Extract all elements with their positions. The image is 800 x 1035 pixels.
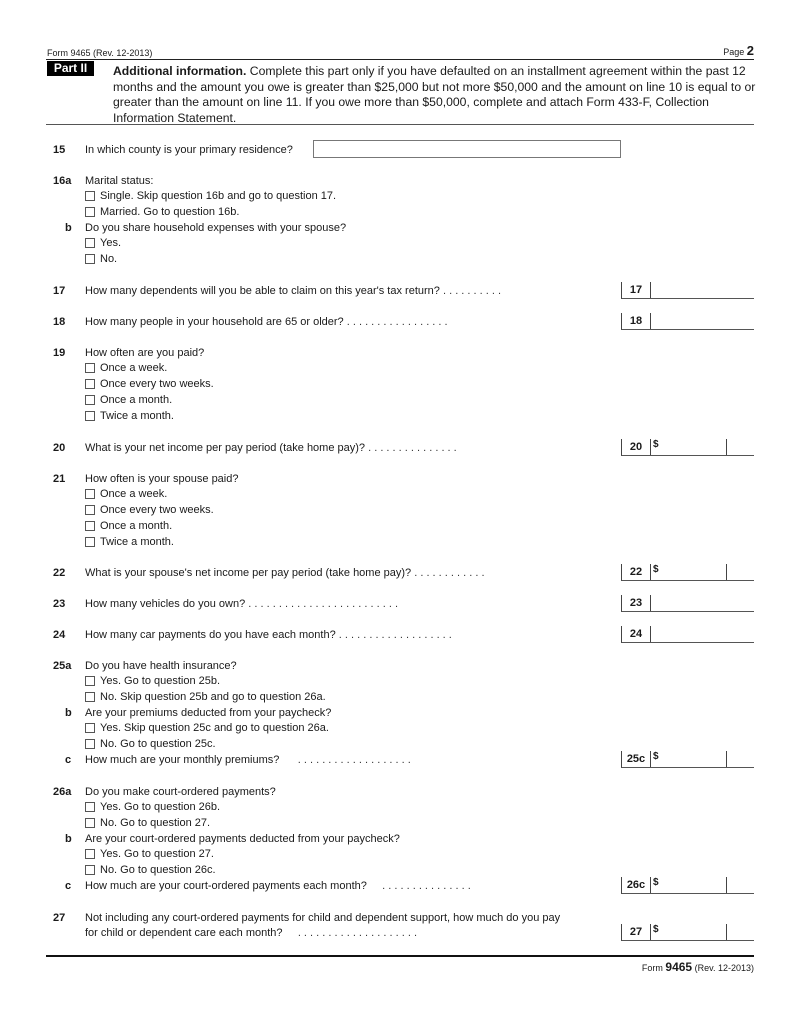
option-19-weekly[interactable] [85, 362, 167, 374]
line-label: 22 [629, 566, 643, 578]
bottom-divider [46, 955, 754, 957]
line-number-22: 22 [53, 567, 66, 579]
form-revision-header: Form 9465 (Rev. 12-2013) [47, 48, 153, 58]
answer-field-25c[interactable] [621, 751, 754, 768]
option-label: Once every two weeks. [100, 378, 214, 390]
option-label: Once a week. [100, 362, 168, 374]
answer-field-27[interactable] [621, 924, 754, 941]
line-number-25a: 25a [53, 660, 72, 672]
leader-dots: . . . . . . . . . . . . . . . . . . . . [297, 927, 418, 939]
dollar-sign: $ [653, 924, 659, 935]
line-number-20: 20 [53, 442, 66, 454]
cents-divider [726, 751, 727, 767]
option-25a-no[interactable] [85, 691, 326, 703]
option-label: No. Go to question 26c. [100, 864, 216, 876]
footer-prefix: Form [641, 963, 663, 973]
option-label: Once a month. [100, 520, 173, 532]
option-label: Yes. [100, 237, 122, 249]
option-19-twice-monthly[interactable] [85, 410, 174, 422]
question-25a-text: Do you have health insurance? [85, 660, 237, 672]
leader-dots: . . . . . . . . . . . . . . . . . [346, 316, 448, 328]
option-label: Once every two weeks. [100, 504, 214, 516]
question-16a-text: Marital status: [85, 175, 154, 187]
option-21-weekly[interactable] [85, 488, 167, 500]
divider [650, 564, 651, 580]
checkbox[interactable] [85, 849, 95, 859]
checkbox[interactable] [85, 191, 95, 201]
divider [650, 924, 651, 940]
line-number-17: 17 [53, 285, 66, 297]
cents-divider [726, 877, 727, 893]
line-number-18: 18 [53, 316, 66, 328]
footer-revision: (Rev. 12-2013) [694, 963, 754, 973]
question-18-text [85, 316, 448, 328]
leader-dots: . . . . . . . . . . . . . . . . . . . . . . . . . [248, 598, 399, 610]
answer-field-23[interactable] [621, 595, 754, 612]
answer-field-20[interactable] [621, 439, 754, 456]
line-number-15: 15 [53, 144, 66, 156]
option-label: No. Skip question 25b and go to question 26a. [100, 691, 326, 703]
divider [650, 282, 651, 298]
answer-field-22[interactable] [621, 564, 754, 581]
checkbox[interactable] [85, 207, 95, 217]
question-22-text [85, 567, 485, 579]
line-label: 23 [629, 597, 643, 609]
question-text: How many dependents will you be able to claim on this year's tax return? [85, 285, 440, 297]
answer-field-26c[interactable] [621, 877, 754, 894]
option-16a-single[interactable] [85, 190, 336, 202]
option-21-twice-monthly[interactable] [85, 536, 174, 548]
option-26b-no[interactable] [85, 864, 216, 876]
leader-dots: . . . . . . . . . . . . [414, 567, 485, 579]
dollar-sign: $ [653, 751, 659, 762]
line-number-16a: 16a [53, 175, 72, 187]
page-number: 2 [746, 43, 754, 58]
header-divider [46, 124, 754, 125]
question-26b-text: Are your court-ordered payments deducted from your paycheck? [85, 833, 400, 845]
question-24-text [85, 629, 452, 641]
checkbox[interactable] [85, 802, 95, 812]
question-text: How many people in your household are 65 or older? [85, 316, 344, 328]
question-25c-text [85, 754, 411, 766]
cents-divider [726, 439, 727, 455]
checkbox[interactable] [85, 411, 95, 421]
checkbox[interactable] [85, 865, 95, 875]
question-23-text [85, 598, 398, 610]
checkbox[interactable] [85, 739, 95, 749]
divider [650, 439, 651, 455]
question-20-text [85, 442, 457, 454]
checkbox[interactable] [85, 521, 95, 531]
question-25b-text: Are your premiums deducted from your paycheck? [85, 707, 332, 719]
line-label: 25c [626, 753, 646, 765]
option-label: Single. Skip question 16b and go to question 17. [100, 190, 337, 202]
checkbox[interactable] [85, 489, 95, 499]
question-text: for child or dependent care each month? [85, 927, 283, 939]
dollar-sign: $ [653, 877, 659, 888]
question-26a-text: Do you make court-ordered payments? [85, 786, 276, 798]
line-label: 17 [629, 284, 643, 296]
dollar-sign: $ [653, 564, 659, 575]
line-number-26c: c [65, 880, 72, 892]
question-19-text: How often are you paid? [85, 347, 205, 359]
line-number-25b: b [65, 707, 72, 719]
option-21-monthly[interactable] [85, 520, 172, 532]
line-number-21: 21 [53, 473, 66, 485]
line-number-16b: b [65, 222, 72, 234]
option-label: Yes. Skip question 25c and go to question 26a. [100, 722, 329, 734]
question-text: How many vehicles do you own? [85, 598, 246, 610]
footer-form-number: 9465 [665, 960, 693, 974]
option-label: Twice a month. [100, 410, 174, 422]
checkbox[interactable] [85, 692, 95, 702]
page-label: Page [723, 47, 745, 57]
line-number-26b: b [65, 833, 72, 845]
leader-dots: . . . . . . . . . . [442, 285, 502, 297]
answer-field-17[interactable] [621, 282, 754, 299]
option-label: Once a week. [100, 488, 168, 500]
cents-divider [726, 924, 727, 940]
line-label: 18 [629, 315, 643, 327]
line-number-24: 24 [53, 629, 66, 641]
option-label: Yes. Go to question 26b. [100, 801, 221, 813]
divider [650, 626, 651, 642]
option-label: No. Go to question 25c. [100, 738, 216, 750]
checkbox[interactable] [85, 395, 95, 405]
question-text: What is your net income per pay period (take home pay)? [85, 442, 366, 454]
question-27-text-line2 [85, 927, 417, 939]
top-divider [46, 59, 754, 60]
question-21-text: How often is your spouse paid? [85, 473, 239, 485]
line-number-25c: c [65, 754, 72, 766]
line-label: 20 [629, 441, 643, 453]
line-label: 27 [629, 926, 643, 938]
checkbox[interactable] [85, 379, 95, 389]
option-label: No. [100, 253, 118, 265]
question-26c-text [85, 880, 471, 892]
line-number-27: 27 [53, 912, 66, 924]
option-label: Yes. Go to question 25b. [100, 675, 221, 687]
question-15-text: In which county is your primary residence? [85, 144, 293, 156]
option-26b-yes[interactable] [85, 848, 214, 860]
line-label: 24 [629, 628, 643, 640]
part-title: Additional information. [113, 64, 247, 78]
leader-dots: . . . . . . . . . . . . . . . . . . . [338, 629, 452, 641]
option-label: No. Go to question 27. [100, 817, 211, 829]
line-number-19: 19 [53, 347, 66, 359]
part-badge: Part II [47, 61, 94, 76]
option-19-monthly[interactable] [85, 394, 172, 406]
option-25b-yes[interactable] [85, 722, 329, 734]
part-description: Complete this part only if you have defaulted on an installment agreement within the past 12 months and the amount you owe is greater than $25,000 but not more $50,000 and the amount on line 10 is equal to or greater than the amount on line 11. If you owe more than $50,000, complete and attach Form 433-F, Collection Information Statement. [113, 64, 756, 125]
leader-dots: . . . . . . . . . . . . . . . [368, 442, 457, 454]
option-26a-yes[interactable] [85, 801, 220, 813]
option-16b-yes[interactable] [85, 237, 121, 249]
divider [650, 313, 651, 329]
option-label: Once a month. [100, 394, 173, 406]
divider [650, 877, 651, 893]
divider [650, 751, 651, 767]
leader-dots: . . . . . . . . . . . . . . . [382, 880, 471, 892]
question-17-text [85, 285, 501, 297]
county-input[interactable] [313, 140, 621, 158]
answer-field-18[interactable] [621, 313, 754, 330]
checkbox[interactable] [85, 723, 95, 733]
checkbox[interactable] [85, 818, 95, 828]
option-16a-married[interactable] [85, 206, 239, 218]
answer-field-24[interactable] [621, 626, 754, 643]
question-text: How much are your court-ordered payments each month? [85, 880, 367, 892]
option-label: Yes. Go to question 27. [100, 848, 214, 860]
checkbox[interactable] [85, 363, 95, 373]
divider [650, 595, 651, 611]
question-16b-text: Do you share household expenses with your spouse? [85, 222, 347, 234]
checkbox[interactable] [85, 254, 95, 264]
question-text: How many car payments do you have each month? [85, 629, 336, 641]
option-19-biweekly[interactable] [85, 378, 214, 390]
cents-divider [726, 564, 727, 580]
checkbox[interactable] [85, 505, 95, 515]
question-text: What is your spouse's net income per pay period (take home pay)? [85, 567, 412, 579]
question-text: How much are your monthly premiums? [85, 754, 280, 766]
part-instructions [113, 64, 758, 126]
line-number-26a: 26a [53, 786, 72, 798]
option-26a-no[interactable] [85, 817, 210, 829]
leader-dots: . . . . . . . . . . . . . . . . . . . [297, 754, 411, 766]
checkbox[interactable] [85, 238, 95, 248]
question-27-text-line1: Not including any court-ordered payments for child and dependent support, how much do you pay [85, 912, 561, 924]
line-number-23: 23 [53, 598, 66, 610]
checkbox[interactable] [85, 676, 95, 686]
line-label: 26c [626, 879, 646, 891]
option-label: Married. Go to question 16b. [100, 206, 240, 218]
option-25a-yes[interactable] [85, 675, 220, 687]
checkbox[interactable] [85, 537, 95, 547]
option-label: Twice a month. [100, 536, 174, 548]
page-indicator [723, 43, 754, 58]
option-21-biweekly[interactable] [85, 504, 214, 516]
form-footer [642, 960, 754, 974]
option-16b-no[interactable] [85, 253, 117, 265]
dollar-sign: $ [653, 439, 659, 450]
option-25b-no[interactable] [85, 738, 216, 750]
